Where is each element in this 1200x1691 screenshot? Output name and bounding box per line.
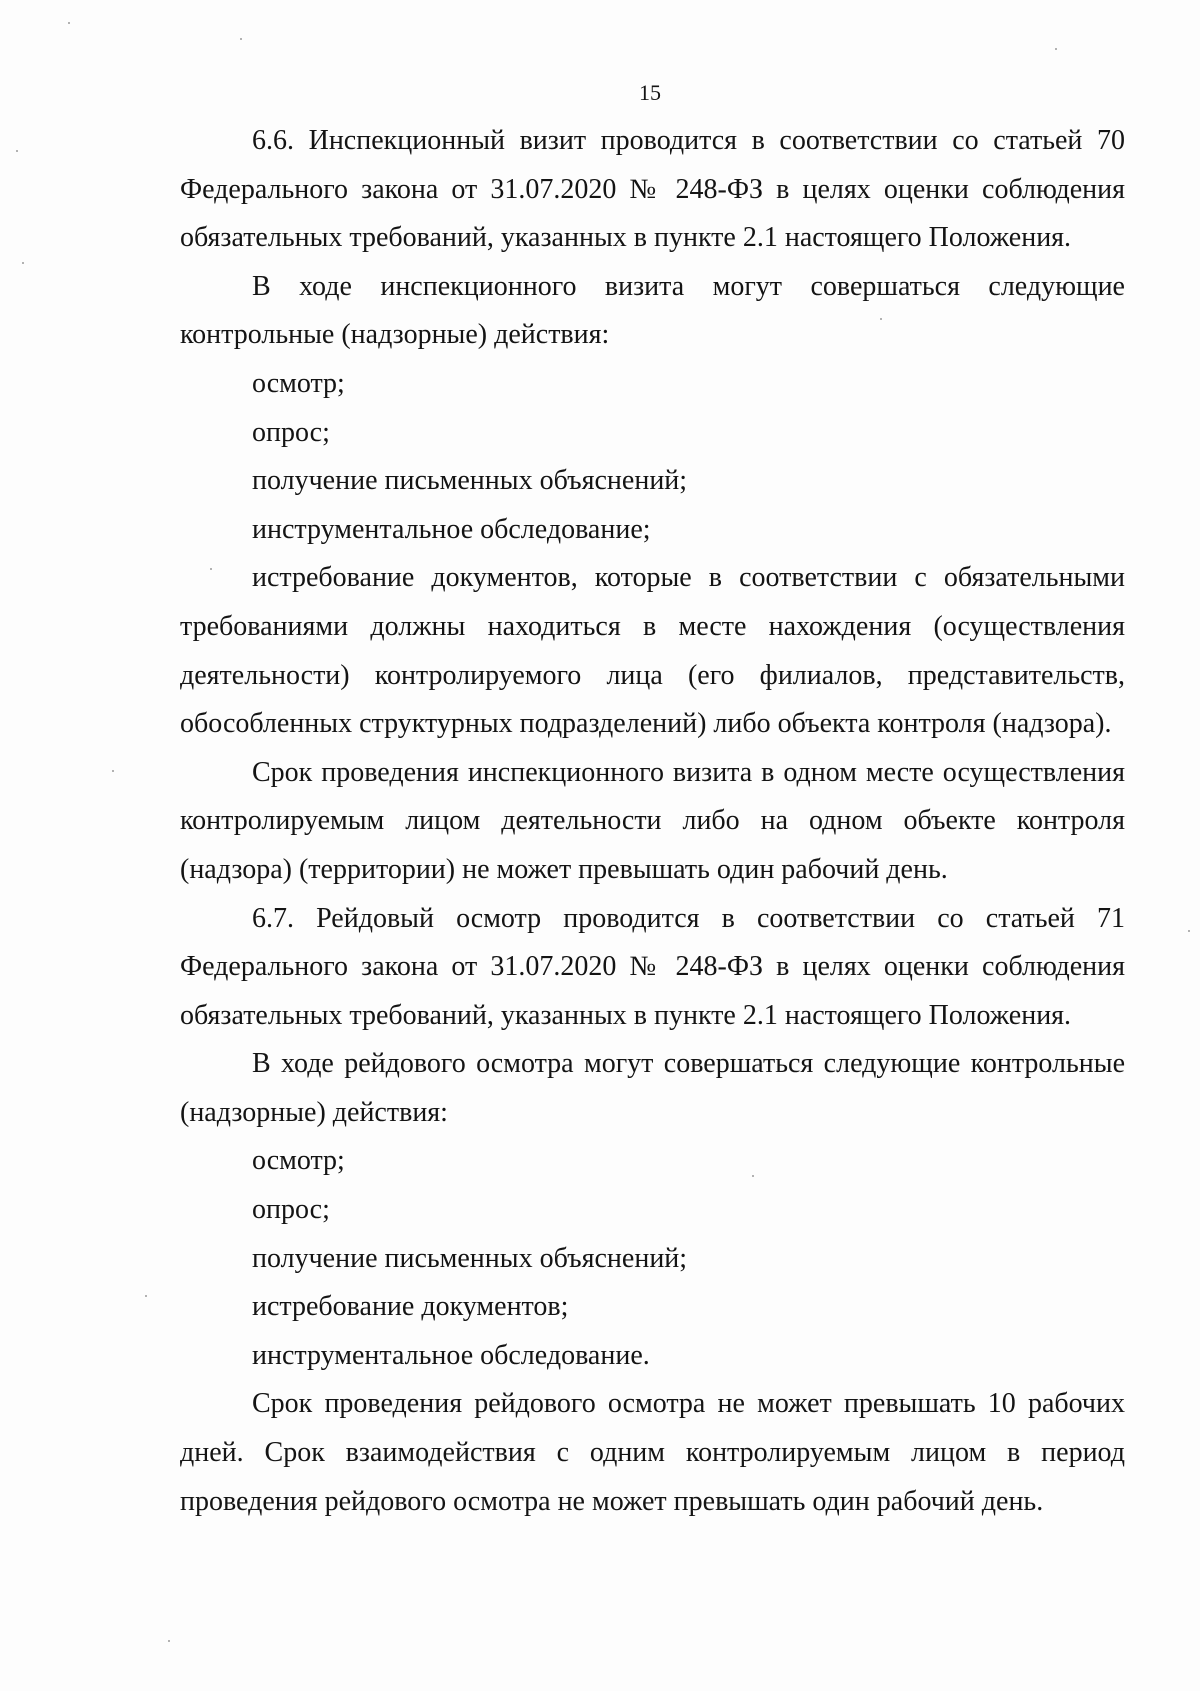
paragraph-document-request: истребование документов, которые в соответствии с обязательными требованиями должны находиться в месте нахождения (осуществления деятельности) контролируемого лица (его филиалов, представительств, обособленных структурных подразделений) либо объекта контроля (надзора). [180, 562, 1125, 740]
paragraph-inspection-actions-intro: В ходе инспекционного визита могут совершаться следующие контрольные (надзорные) действия: [180, 270, 1125, 351]
scan-speck [145, 1295, 147, 1297]
list-item: осмотр; [252, 367, 345, 399]
paragraph-inspection-duration: Срок проведения инспекционного визита в одном месте осуществления контролируемым лицом деятельности либо на одном объекте контроля (надзора) (территории) не может превышать один рабочий день. [180, 756, 1125, 885]
paragraph-6-6: 6.6. Инспекционный визит проводится в соответствии со статьей 70 Федерального закона от 31.07.2020 № 248-ФЗ в целях оценки соблюдения обязательных требований, указанных в пункте 2.1 настоящего Положения. [180, 125, 1125, 254]
document-body [180, 117, 1125, 1526]
paragraph-6-7: 6.7. Рейдовый осмотр проводится в соответствии со статьей 71 Федерального закона от 31.07.2020 № 248-ФЗ в целях оценки соблюдения обязательных требований, указанных в пункте 2.1 настоящего Положения. [180, 902, 1125, 1031]
list-item: получение письменных объяснений; [252, 465, 688, 497]
scan-speck [168, 1640, 170, 1642]
scan-speck [1055, 48, 1057, 50]
list-item: инструментальное обследование. [252, 1339, 650, 1371]
scan-speck [240, 38, 242, 40]
list-item: получение письменных объяснений; [252, 1242, 688, 1274]
scan-speck [1188, 930, 1190, 932]
list-item: опрос; [252, 416, 330, 448]
list-item: истребование документов; [252, 1291, 569, 1323]
scan-speck [112, 770, 114, 772]
paragraph-raid-duration: Срок проведения рейдового осмотра не может превышать 10 рабочих дней. Срок взаимодействия с одним контролируемым лицом в период проведения рейдового осмотра не может превышать один рабочий день. [180, 1388, 1125, 1517]
scan-speck [22, 262, 24, 264]
scan-speck [68, 22, 70, 24]
page-number: 15 [639, 80, 661, 105]
scan-speck [16, 150, 18, 152]
list-item: опрос; [252, 1194, 330, 1226]
list-item: инструментальное обследование; [252, 513, 651, 545]
paragraph-raid-actions-intro: В ходе рейдового осмотра могут совершаться следующие контрольные (надзорные) действия: [180, 1048, 1125, 1128]
list-item: осмотр; [252, 1145, 345, 1177]
